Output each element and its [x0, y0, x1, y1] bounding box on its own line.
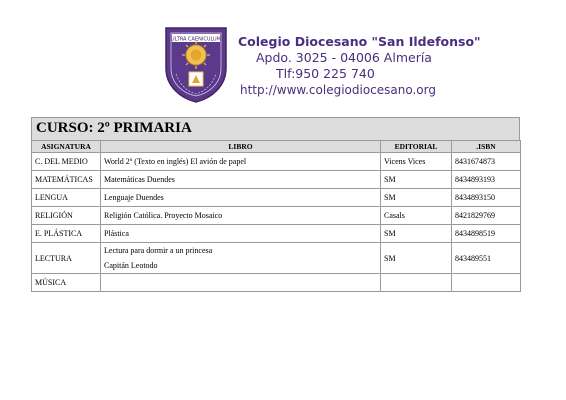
- document-header: [0, 0, 566, 110]
- publisher-cell: SM: [381, 243, 452, 274]
- book-cell: World 2º (Texto en inglés) El avión de papel: [101, 153, 381, 171]
- book-cell: Lenguaje Duendes: [101, 189, 381, 207]
- publisher-cell: SM: [381, 189, 452, 207]
- book-cell: Matemáticas Duendes: [101, 171, 381, 189]
- table-row: [32, 171, 521, 189]
- table-row: [32, 274, 521, 292]
- book-title: Capitán Leotodo: [104, 261, 158, 270]
- svg-text:ULTRA CAENICULUM: ULTRA CAENICULUM: [170, 36, 222, 43]
- isbn-cell: 8434893150: [452, 189, 521, 207]
- book-cell: [101, 274, 381, 292]
- subject-cell: MÚSICA: [32, 274, 101, 292]
- header-subject: ASIGNATURA: [32, 141, 101, 153]
- isbn-cell: 8434893193: [452, 171, 521, 189]
- school-name: Colegio Diocesano "San Ildefonso": [238, 34, 481, 49]
- book-cell: [101, 243, 381, 274]
- course-title-bar: [31, 117, 520, 141]
- table-row: [32, 243, 521, 274]
- isbn-cell: 843489551: [452, 243, 521, 274]
- book-cell: Plástica: [101, 225, 381, 243]
- subject-cell: MATEMÁTICAS: [32, 171, 101, 189]
- isbn-cell: 8434898519: [452, 225, 521, 243]
- book-title: Lectura para dormir a un princesa: [104, 246, 213, 255]
- header-publisher: EDITORIAL: [381, 141, 452, 153]
- subject-cell: LENGUA: [32, 189, 101, 207]
- school-website-link[interactable]: http://www.colegiodiocesano.org: [240, 83, 436, 97]
- table-row: [32, 207, 521, 225]
- isbn-cell: 8431674873: [452, 153, 521, 171]
- table-row: [32, 189, 521, 207]
- publisher-cell: SM: [381, 171, 452, 189]
- table-row: [32, 225, 521, 243]
- course-title: CURSO: 2º PRIMARIA: [36, 120, 192, 136]
- subject-cell: E. PLÁSTICA: [32, 225, 101, 243]
- header-isbn: .ISBN: [452, 141, 521, 153]
- subject-cell: LECTURA: [32, 243, 101, 274]
- subject-cell: RELIGIÓN: [32, 207, 101, 225]
- table-header-row: [32, 141, 521, 153]
- school-phone: Tlf:950 225 740: [276, 66, 375, 81]
- publisher-cell: SM: [381, 225, 452, 243]
- subject-cell: C. DEL MEDIO: [32, 153, 101, 171]
- table-row: [32, 153, 521, 171]
- header-book: LIBRO: [101, 141, 381, 153]
- school-address: Apdo. 3025 - 04006 Almería: [256, 50, 432, 65]
- isbn-cell: 8421829769: [452, 207, 521, 225]
- school-crest-logo: [162, 24, 230, 104]
- publisher-cell: Casals: [381, 207, 452, 225]
- isbn-cell: [452, 274, 521, 292]
- publisher-cell: [381, 274, 452, 292]
- publisher-cell: Vicens Vices: [381, 153, 452, 171]
- school-info: [238, 34, 481, 98]
- book-list-table: [31, 140, 521, 292]
- book-cell: Religión Católica. Proyecto Mosaico: [101, 207, 381, 225]
